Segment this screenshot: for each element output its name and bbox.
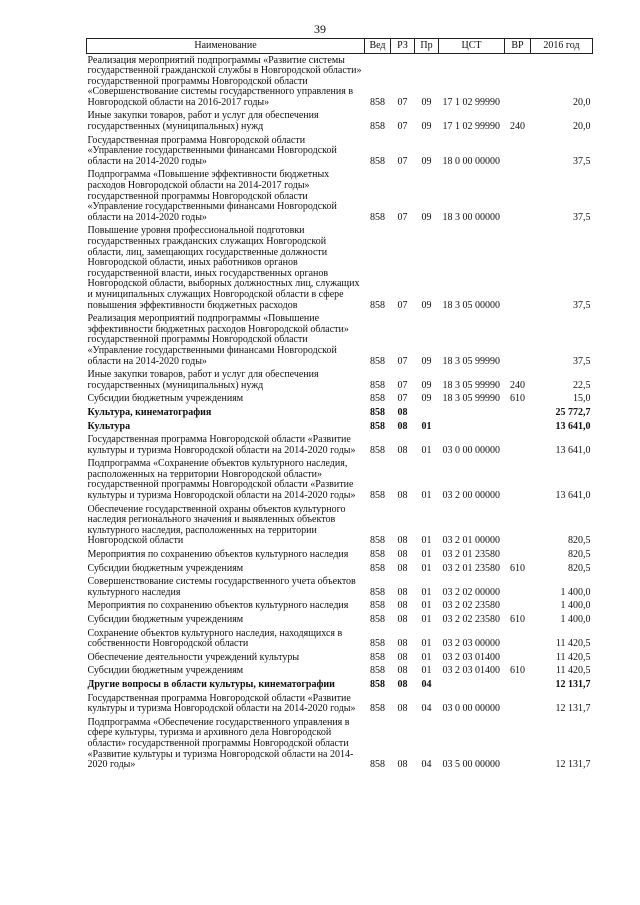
row-name: Государственная программа Новгородской области «Управление государственными финансами Новгородской области на 2014-2020 годы» <box>87 134 337 167</box>
row-rz: 08 <box>397 759 408 771</box>
row-cst: 03 0 00 00000 <box>442 703 500 715</box>
table-row <box>87 54 593 110</box>
row-name: Мероприятия по сохранению объектов культурного наследия <box>87 600 349 612</box>
table-row <box>87 600 593 614</box>
row-name: Иные закупки товаров, работ и услуг для обеспечения государственных (муниципальных) нужд <box>87 110 319 133</box>
table-row <box>87 420 593 434</box>
row-cst <box>439 678 505 692</box>
row-amount: 37,5 <box>573 155 591 167</box>
row-vr <box>505 503 531 548</box>
table-row <box>87 576 593 600</box>
row-ved: 858 <box>370 155 385 167</box>
row-rz: 08 <box>397 406 408 418</box>
header-vr: ВР <box>505 39 531 54</box>
table-row <box>87 393 593 407</box>
row-pr: 01 <box>421 600 432 612</box>
row-rz: 08 <box>397 549 408 561</box>
table-row <box>87 614 593 628</box>
row-vr: 240 <box>510 121 525 133</box>
row-vr <box>505 434 531 458</box>
row-pr: 01 <box>421 665 432 677</box>
row-amount: 1 400,0 <box>560 614 591 625</box>
row-pr: 04 <box>421 678 432 690</box>
table-row <box>87 665 593 679</box>
header-year: 2016 год <box>531 39 593 54</box>
row-pr: 01 <box>421 614 432 625</box>
table-row <box>87 225 593 313</box>
row-amount: 13 641,0 <box>555 490 591 502</box>
row-name: Культура <box>87 420 131 432</box>
budget-table <box>86 38 593 772</box>
row-amount: 1 400,0 <box>560 600 591 612</box>
row-amount: 820,5 <box>568 562 591 574</box>
row-amount: 25 772,7 <box>555 406 591 418</box>
row-vr: 240 <box>510 379 525 391</box>
row-pr: 04 <box>421 759 432 771</box>
row-cst: 03 0 00 00000 <box>442 444 500 456</box>
row-vr <box>505 549 531 563</box>
row-pr: 01 <box>421 638 432 650</box>
row-pr: 01 <box>421 490 432 502</box>
row-rz: 08 <box>397 703 408 715</box>
row-amount: 37,5 <box>573 211 591 223</box>
row-vr <box>505 169 531 225</box>
row-amount: 37,5 <box>573 355 591 367</box>
row-ved: 858 <box>370 535 385 547</box>
row-rz: 08 <box>397 678 408 690</box>
row-vr <box>505 716 531 772</box>
row-cst: 18 0 00 00000 <box>442 155 500 167</box>
row-cst: 17 1 02 99990 <box>442 121 500 133</box>
row-vr <box>505 651 531 665</box>
row-pr: 04 <box>421 703 432 715</box>
row-vr <box>505 600 531 614</box>
row-name: Совершенствование системы государственного учета объектов культурного наследия <box>87 576 356 598</box>
row-amount: 11 420,5 <box>555 665 591 677</box>
row-amount: 20,0 <box>573 121 591 133</box>
row-pr: 01 <box>421 651 432 663</box>
row-pr: 01 <box>421 444 432 456</box>
page-number: 39 <box>314 22 326 36</box>
row-rz: 07 <box>397 355 408 367</box>
row-vr <box>505 458 531 503</box>
row-ved: 858 <box>370 665 385 677</box>
row-name: Реализация мероприятий подпрограммы «Развитие системы государственной гражданской службы в Новгородской области» государственной программы Новгородской области «Совершенствование системы государственного управления в Новгородской области на 2016-2017 годы» <box>87 54 362 108</box>
row-amount: 1 400,0 <box>560 586 591 598</box>
row-rz: 08 <box>397 444 408 456</box>
row-rz: 07 <box>397 155 408 167</box>
row-ved: 858 <box>370 393 385 405</box>
table-row <box>87 110 593 134</box>
row-pr: 01 <box>421 420 432 432</box>
row-ved: 858 <box>370 600 385 612</box>
table-row <box>87 434 593 458</box>
header-name: Наименование <box>87 39 365 54</box>
table-row <box>87 503 593 548</box>
row-ved: 858 <box>370 651 385 663</box>
row-cst: 18 3 05 99990 <box>442 355 500 367</box>
table-row <box>87 134 593 169</box>
table-row <box>87 651 593 665</box>
row-ved: 858 <box>370 549 385 561</box>
row-ved: 858 <box>370 614 385 625</box>
row-vr <box>505 313 531 369</box>
row-amount: 13 641,0 <box>555 444 591 456</box>
row-name: Обеспечение государственной охраны объектов культурного наследия регионального значения и выявленных объектов культурного наследия, расположенных на территории Новгородской области <box>87 503 346 547</box>
row-ved: 858 <box>370 444 385 456</box>
row-amount: 820,5 <box>568 535 591 547</box>
header-pr: Пр <box>415 39 439 54</box>
row-pr: 09 <box>421 393 432 405</box>
row-vr <box>505 420 531 434</box>
row-vr <box>505 576 531 600</box>
row-vr <box>505 692 531 716</box>
row-name: Реализация мероприятий подпрограммы «Повышение эффективности бюджетных расходов Новгородской области» государственной программы Новгородской области «Управление государственными финансами Новгородской области на 2014-2020 годы» <box>87 313 349 367</box>
row-cst: 03 2 02 00000 <box>442 586 500 598</box>
header-rz: РЗ <box>391 39 415 54</box>
table-row <box>87 369 593 393</box>
row-cst: 03 2 01 00000 <box>442 535 500 547</box>
row-cst: 03 2 02 23580 <box>442 614 500 625</box>
header-cst: ЦСТ <box>439 39 505 54</box>
row-cst <box>439 420 505 434</box>
row-rz: 08 <box>397 600 408 612</box>
row-ved: 858 <box>370 759 385 771</box>
row-cst: 18 3 05 99990 <box>442 379 500 391</box>
table-row <box>87 627 593 651</box>
row-cst: 03 2 02 23580 <box>442 600 500 612</box>
row-name: Сохранение объектов культурного наследия, находящихся в собственности Новгородской области <box>87 627 343 650</box>
row-vr <box>505 54 531 110</box>
table-row <box>87 692 593 716</box>
row-amount: 37,5 <box>573 299 591 311</box>
row-rz: 07 <box>397 121 408 133</box>
row-name: Субсидии бюджетным учреждениям <box>87 665 244 677</box>
row-cst: 03 2 03 01400 <box>442 665 500 677</box>
table-row <box>87 406 593 420</box>
table-row <box>87 562 593 576</box>
row-ved: 858 <box>370 379 385 391</box>
row-vr: 610 <box>510 393 525 405</box>
row-ved: 858 <box>370 355 385 367</box>
row-vr: 610 <box>510 562 525 574</box>
row-rz: 08 <box>397 586 408 598</box>
row-rz: 07 <box>397 393 408 405</box>
row-rz: 07 <box>397 299 408 311</box>
header-ved: Вед <box>365 39 391 54</box>
row-ved: 858 <box>370 299 385 311</box>
row-amount: 12 131,7 <box>555 703 591 715</box>
row-cst: 03 2 01 23580 <box>442 562 500 574</box>
table-row <box>87 678 593 692</box>
row-ved: 858 <box>370 678 385 690</box>
row-cst: 03 2 01 23580 <box>442 549 500 561</box>
row-amount: 11 420,5 <box>555 638 591 650</box>
row-vr: 610 <box>510 665 525 677</box>
row-name: Культура, кинематография <box>87 406 212 418</box>
row-rz: 08 <box>397 562 408 574</box>
row-pr: 09 <box>421 355 432 367</box>
table-row <box>87 169 593 225</box>
row-name: Государственная программа Новгородской области «Развитие культуры и туризма Новгородской области на 2014-2020 годы» <box>87 692 356 715</box>
row-cst: 03 2 03 01400 <box>442 651 500 663</box>
row-rz: 08 <box>397 651 408 663</box>
row-name: Субсидии бюджетным учреждениям <box>87 614 244 625</box>
table-row <box>87 458 593 503</box>
row-name: Другие вопросы в области культуры, кинематографии <box>87 678 335 690</box>
row-amount: 20,0 <box>573 96 591 108</box>
row-vr <box>505 134 531 169</box>
row-pr: 09 <box>421 96 432 108</box>
row-ved: 858 <box>370 638 385 650</box>
row-ved: 858 <box>370 490 385 502</box>
row-ved: 858 <box>370 703 385 715</box>
row-pr: 01 <box>421 586 432 598</box>
row-rz: 08 <box>397 614 408 625</box>
row-amount: 820,5 <box>568 549 591 561</box>
row-vr <box>505 225 531 313</box>
row-vr: 610 <box>510 614 525 625</box>
row-amount: 12 131,7 <box>555 759 591 771</box>
row-ved: 858 <box>370 96 385 108</box>
row-pr: 09 <box>421 211 432 223</box>
row-name: Повышение уровня профессиональной подготовки государственных гражданских служащих Новгородской области, лиц, замещающих государственные должности Новгородской области, иных работников органов государственной власти, иных государственных органов Новгородской области, выборных должностных лиц, служащих и муниципальных служащих Новгородской области в сфере повышения эффективности бюджетных расходов <box>87 225 360 311</box>
row-cst: 18 3 05 00000 <box>442 299 500 311</box>
row-cst: 03 2 03 00000 <box>442 638 500 650</box>
row-name: Иные закупки товаров, работ и услуг для обеспечения государственных (муниципальных) нужд <box>87 369 319 391</box>
row-ved: 858 <box>370 406 385 418</box>
row-rz: 08 <box>397 665 408 677</box>
row-pr: 09 <box>421 155 432 167</box>
row-cst: 03 2 00 00000 <box>442 490 500 502</box>
row-pr: 01 <box>421 562 432 574</box>
row-rz: 08 <box>397 535 408 547</box>
row-pr: 09 <box>421 379 432 391</box>
row-pr: 09 <box>421 299 432 311</box>
row-ved: 858 <box>370 586 385 598</box>
row-rz: 08 <box>397 638 408 650</box>
row-ved: 858 <box>370 420 385 432</box>
row-cst <box>439 406 505 420</box>
row-vr <box>505 406 531 420</box>
row-ved: 858 <box>370 121 385 133</box>
table-row <box>87 549 593 563</box>
row-amount: 22,5 <box>573 379 591 391</box>
row-ved: 858 <box>370 562 385 574</box>
row-vr <box>505 627 531 651</box>
row-pr: 09 <box>421 121 432 133</box>
row-name: Субсидии бюджетным учреждениям <box>87 393 244 405</box>
row-pr: 01 <box>421 549 432 561</box>
table-row <box>87 716 593 772</box>
row-rz: 08 <box>397 420 408 432</box>
row-name: Мероприятия по сохранению объектов культурного наследия <box>87 549 349 561</box>
row-cst: 17 1 02 99990 <box>442 96 500 108</box>
row-name: Субсидии бюджетным учреждениям <box>87 562 244 574</box>
row-vr <box>505 678 531 692</box>
row-name: Государственная программа Новгородской области «Развитие культуры и туризма Новгородской области на 2014-2020 годы» <box>87 434 356 456</box>
table-header <box>87 39 593 54</box>
table-row <box>87 313 593 369</box>
row-cst: 18 3 05 99990 <box>442 393 500 405</box>
row-rz: 07 <box>397 96 408 108</box>
row-amount: 15,0 <box>573 393 591 405</box>
row-rz: 07 <box>397 379 408 391</box>
row-ved: 858 <box>370 211 385 223</box>
row-name: Подпрограмма «Повышение эффективности бюджетных расходов Новгородской области на 2014-2017 годы» государственной программы Новгородской области «Управление государственными финансами Новгородской области на 2014-2020 годы» <box>87 169 337 223</box>
row-name: Обеспечение деятельности учреждений культуры <box>87 651 300 663</box>
row-amount: 13 641,0 <box>555 420 591 432</box>
row-rz: 07 <box>397 211 408 223</box>
row-name: Подпрограмма «Обеспечение государственного управления в сфере культуры, туризма и архивного дела Новгородской области» государственной программы Новгородской области «Развитие культуры и туризма Новгородской области на 2014-2020 годы» <box>87 716 354 771</box>
row-amount: 12 131,7 <box>555 678 591 690</box>
row-name: Подпрограмма «Сохранение объектов культурного наследия, расположенных на территории Новгородской области» государственной программы Новгородской области «Развитие культуры и туризма Новгородской области на 2014-2020 годы» <box>87 458 356 502</box>
row-rz: 08 <box>397 490 408 502</box>
row-cst: 03 5 00 00000 <box>442 759 500 771</box>
row-pr <box>415 406 439 420</box>
row-amount: 11 420,5 <box>555 651 591 663</box>
row-cst: 18 3 00 00000 <box>442 211 500 223</box>
table-body <box>87 54 593 773</box>
row-pr: 01 <box>421 535 432 547</box>
